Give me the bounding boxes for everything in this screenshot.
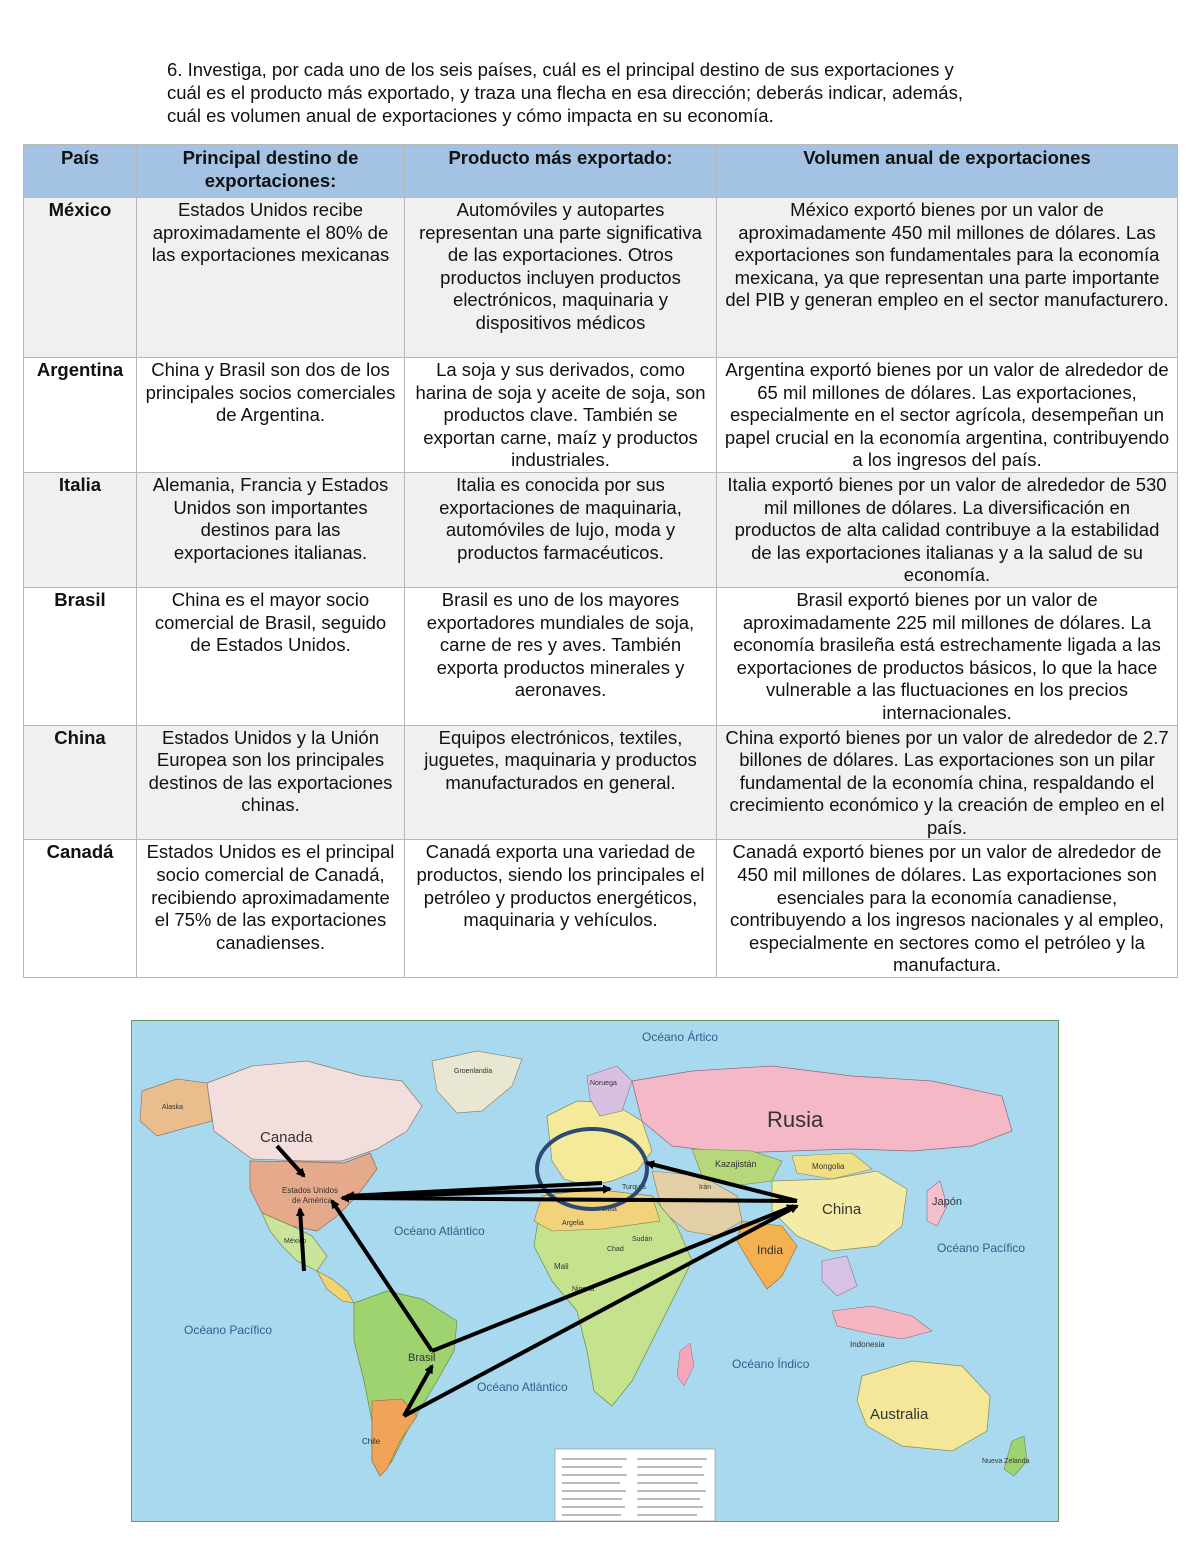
volume-cell: Argentina exportó bienes por un valor de alrededor de 65 mil millones de dólares. Las exportaciones, especialmente en el sector agrícola, desempeñan un papel crucial en la economía argentina, contribuyendo a los ingresos del país. [717, 358, 1178, 473]
country-cell: Canadá [24, 840, 137, 978]
destination-cell: Estados Unidos recibe aproximadamente el 80% de las exportaciones mexicanas [137, 198, 405, 358]
country-cell: Brasil [24, 587, 137, 725]
label-australia: Australia [870, 1406, 929, 1423]
label-india: India [757, 1243, 784, 1257]
product-cell: Brasil es uno de los mayores exportadores mundiales de soja, carne de res y aves. También exporta productos minerales y aeronaves. [405, 587, 717, 725]
label-alaska: Alaska [162, 1104, 184, 1111]
header-country: País [24, 145, 137, 198]
product-cell: La soja y sus derivados, como harina de soja y aceite de soja, son productos clave. También se exportan carne, maíz y productos industriales. [405, 358, 717, 473]
product-cell: Italia es conocida por sus exportaciones de maquinaria, automóviles de lujo, moda y productos farmacéuticos. [405, 472, 717, 587]
country-cell: China [24, 725, 137, 840]
volume-cell: Canadá exportó bienes por un valor de alrededor de 450 mil millones de dólares. Las exportaciones son esenciales para la economía canadiense, contribuyendo a los ingresos nacionales y al empleo, especialmente en sectores como el petróleo y la manufactura. [717, 840, 1178, 978]
table-row [24, 198, 1178, 358]
header-product: Producto más exportado: [405, 145, 717, 198]
label-china: China [822, 1201, 862, 1218]
table-row [24, 587, 1178, 725]
volume-cell: China exportó bienes por un valor de alrededor de 2.7 billones de dólares. Las exportaciones son un pilar fundamental de la economía china, respaldando el crecimiento económico y la creación de empleo en el país. [717, 725, 1178, 840]
destination-cell: Estados Unidos es el principal socio comercial de Canadá, recibiendo aproximadamente el 75% de las exportaciones canadienses. [137, 840, 405, 978]
label-chad: Chad [607, 1246, 624, 1253]
label-mali: Mali [554, 1262, 569, 1271]
label-arctic: Océano Ártico [642, 1030, 719, 1044]
label-indian: Océano Índico [732, 1357, 810, 1371]
label-atlantic-north: Océano Atlántico [394, 1224, 485, 1238]
label-russia: Rusia [767, 1107, 824, 1132]
product-cell: Automóviles y autopartes representan una parte significativa de las exportaciones. Otros productos incluyen productos electrónicos, maquinaria y dispositivos médicos [405, 198, 717, 358]
product-cell: Canadá exporta una variedad de productos, siendo los principales el petróleo y productos energéticos, maquinaria y vehículos. [405, 840, 717, 978]
world-map-svg [132, 1021, 1058, 1521]
header-destination: Principal destino de exportaciones: [137, 145, 405, 198]
label-japan: Japón [932, 1196, 962, 1208]
table-row [24, 358, 1178, 473]
country-cell: Argentina [24, 358, 137, 473]
label-mongolia: Mongolia [812, 1162, 845, 1171]
volume-cell: Brasil exportó bienes por un valor de aproximadamente 225 mil millones de dólares. La economía brasileña está estrechamente ligada a las exportaciones de productos básicos, lo que la hace vulnerable a las fluctuaciones en los precios internacionales. [717, 587, 1178, 725]
world-map [131, 1020, 1059, 1522]
table-row [24, 840, 1178, 978]
country-cell: México [24, 198, 137, 358]
label-indonesia: Indonesia [850, 1340, 885, 1349]
table-header-row [24, 145, 1178, 198]
volume-cell: Italia exportó bienes por un valor de alrededor de 530 mil millones de dólares. La diversificación en productos de alta calidad contribuye a la estabilidad de las exportaciones italianas y a la salud de su economía. [717, 472, 1178, 587]
volume-cell: México exportó bienes por un valor de aproximadamente 450 mil millones de dólares. Las exportaciones son fundamentales para la economía mexicana, ya que representan una parte importante del PIB y generan empleo en el sector manufacturero. [717, 198, 1178, 358]
destination-cell: Estados Unidos y la Unión Europea son los principales destinos de las exportaciones chinas. [137, 725, 405, 840]
label-new-zealand: Nueva Zelanda [982, 1458, 1030, 1465]
label-nigeria: Nigeria [572, 1286, 595, 1293]
instructions [167, 58, 1027, 127]
label-atlantic-south: Océano Atlántico [477, 1380, 568, 1394]
table-row [24, 472, 1178, 587]
label-canada: Canada [260, 1129, 313, 1146]
label-brazil: Brasil [408, 1352, 436, 1364]
product-cell: Equipos electrónicos, textiles, juguetes, maquinaria y productos manufacturados en general. [405, 725, 717, 840]
label-chile: Chile [362, 1437, 381, 1446]
label-sudan: Sudán [632, 1236, 653, 1243]
label-pacific-east: Océano Pacífico [937, 1241, 1026, 1255]
label-norway: Noruega [590, 1080, 617, 1087]
instructions-line-3: cuál es volumen anual de exportaciones y cómo impacta en su economía. [167, 105, 774, 126]
label-turkey: Turquía [622, 1184, 646, 1191]
label-usa-line1: Estados Unidos [282, 1186, 339, 1195]
instructions-line-2: cuál es el producto más exportado, y traza una flecha en esa dirección; deberás indicar, además, [167, 82, 963, 103]
label-mexico: México [284, 1238, 307, 1245]
label-pacific-west: Océano Pacífico [184, 1323, 273, 1337]
label-usa-line2: de América [292, 1196, 333, 1205]
header-volume: Volumen anual de exportaciones [717, 145, 1178, 198]
destination-cell: Alemania, Francia y Estados Unidos son importantes destinos para las exportaciones italianas. [137, 472, 405, 587]
label-kazakhstan: Kazajistán [715, 1159, 757, 1169]
destination-cell: China es el mayor socio comercial de Brasil, seguido de Estados Unidos. [137, 587, 405, 725]
label-libya: Libia [602, 1206, 617, 1213]
instructions-line-1: 6. Investiga, por cada uno de los seis países, cuál es el principal destino de sus exportaciones y [167, 59, 954, 80]
label-iran: Irán [699, 1184, 712, 1191]
table-row [24, 725, 1178, 840]
exports-table [23, 144, 1178, 978]
country-cell: Italia [24, 472, 137, 587]
label-algeria: Argelia [562, 1220, 584, 1227]
label-greenland: Groenlandia [454, 1068, 493, 1075]
destination-cell: China y Brasil son dos de los principales socios comerciales de Argentina. [137, 358, 405, 473]
